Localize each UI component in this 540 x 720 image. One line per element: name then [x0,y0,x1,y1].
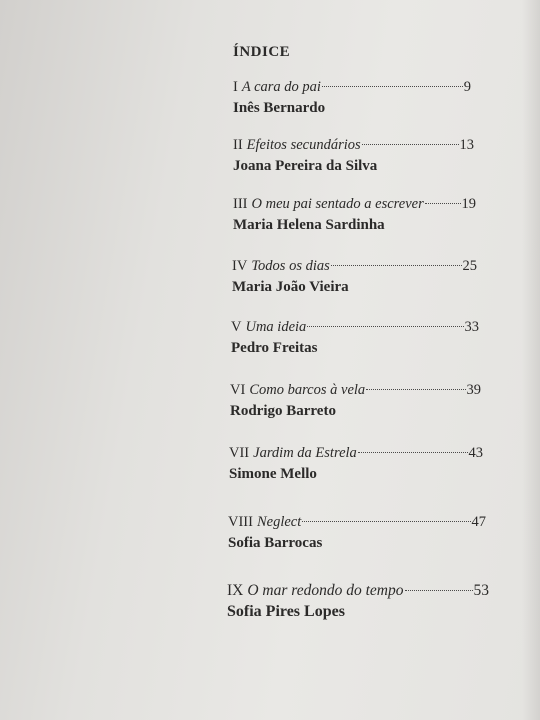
dot-leader [362,144,459,145]
entry-numeral: II [233,137,243,153]
entry-story-title: Efeitos secundários [246,137,361,153]
entry-page-number: 19 [461,196,476,212]
entry-author: Sofia Pires Lopes [227,603,345,620]
entry-author: Inês Bernardo [233,100,326,116]
entry-page-number: 53 [473,582,489,599]
entry-numeral: III [233,196,248,212]
index-entry [231,318,479,358]
dot-leader [425,203,461,204]
entry-story-title: Neglect [256,514,302,530]
entry-page-number: 39 [466,382,481,398]
entry-story-title: Como barcos à vela [249,382,366,398]
entry-page-number: 9 [463,79,471,95]
index-entry [233,136,474,176]
entry-author: Joana Pereira da Silva [233,158,378,174]
entry-author: Maria João Vieira [232,279,349,295]
dot-leader [302,521,470,522]
index-entry [233,195,476,235]
entry-title-line [229,444,483,462]
entry-title-line [231,318,479,336]
index-entry [230,381,481,421]
index-entry [233,78,471,118]
entry-author: Simone Mello [229,466,317,482]
entry-author: Maria Helena Sardinha [233,217,385,233]
entry-author: Pedro Freitas [231,340,318,356]
entry-numeral: IV [232,258,248,274]
page-edge-shadow [522,0,540,720]
entry-page-number: 33 [464,319,479,335]
entry-numeral: IX [227,582,244,599]
entry-title-line [228,513,486,531]
entry-page-number: 43 [468,445,483,461]
dot-leader [322,86,463,87]
entry-numeral: VI [230,382,246,398]
entry-page-number: 47 [471,514,486,530]
entry-story-title: Jardim da Estrela [253,445,357,461]
entry-story-title: Todos os dias [251,258,330,274]
entry-author: Sofia Barrocas [228,535,323,551]
entry-page-number: 13 [459,137,474,153]
index-entry [228,513,486,553]
entry-numeral: I [233,79,238,95]
entry-title-line [233,195,476,213]
dot-leader [307,326,463,327]
entry-title-line [233,78,471,96]
entry-title-line [230,381,481,399]
entry-numeral: VII [229,445,250,461]
index-entry [227,582,489,622]
dot-leader [366,389,465,390]
entry-story-title: O mar redondo do tempo [247,582,404,599]
dot-leader [358,452,468,453]
index-entry [232,257,477,297]
entry-author: Rodrigo Barreto [230,403,336,419]
entry-title-line [232,257,477,275]
index-entry [229,444,483,484]
entry-numeral: V [231,319,242,335]
entry-numeral: VIII [228,514,253,530]
entry-title-line [233,136,474,154]
index-title: ÍNDICE [233,44,291,60]
dot-leader [331,265,462,266]
entry-story-title: Uma ideia [245,319,307,335]
dot-leader [405,590,473,591]
entry-story-title: A cara do pai [241,79,321,95]
entry-story-title: O meu pai sentado a escrever [251,196,424,212]
entry-title-line [227,582,489,600]
entry-page-number: 25 [462,258,477,274]
